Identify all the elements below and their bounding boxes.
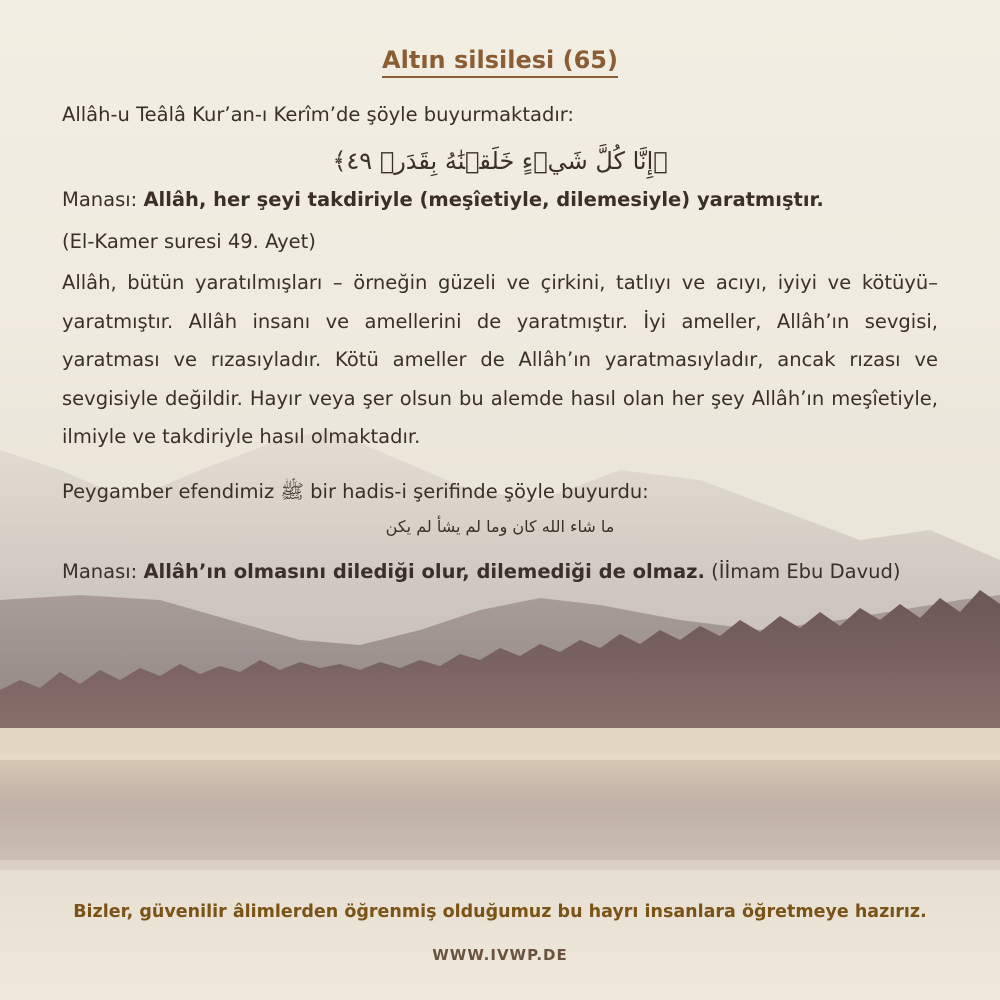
explanation-paragraph: Allâh, bütün yaratılmışları – örneğin güzeli ve çirkini, tatlıyı ve acıyı, iyiyi ve kötüyü– yaratmıştır. Allâh insanı ve amellerini de yaratmıştır. İyi ameller, Allâh’ın sevgisi, yaratması ve rızasıyladır. Kötü ameller de Allâh’ın yaratmasıyladır, ancak rızası ve sevgisiyle değildir. Hayır veya şer olsun bu alemde hasıl olan her şey Allâh’ın meşîetiyle, ilmiyle ve takdiriyle hasıl olmaktadır.: [62, 271, 938, 448]
meaning-label-1: Manası:: [62, 188, 138, 211]
meaning-line-1: [62, 186, 938, 214]
hadith-source: (İİmam Ebu Davud): [711, 560, 901, 583]
hadith-arabic: ما شاء الله كان وما لم يشأ لم يكن: [385, 517, 615, 536]
meaning-text-2: Allâh’ın olmasını dilediği olur, dilemediği de olmaz.: [143, 560, 705, 583]
hadith-intro: Peygamber efendimiz ﷺ bir hadis-i şerifinde şöyle buyurdu:: [62, 480, 649, 503]
meaning-line-2: [62, 558, 938, 586]
meaning-text-1: Allâh, her şeyi takdiriyle (meşîetiyle, dilemesiyle) yaratmıştır.: [143, 188, 824, 211]
page-title: [0, 46, 1000, 74]
website-link[interactable]: WWW.IVWP.DE: [432, 946, 568, 964]
title-text: Altın silsilesi (65): [382, 46, 618, 78]
intro-text: Allâh-u Teâlâ Kur’an-ı Kerîm’de şöyle buyurmaktadır:: [62, 103, 574, 126]
quran-verse-arabic: ﴿إِنَّا كُلَّ شَيۡءٍ خَلَقۡنَٰهُ بِقَدَرٖ ٤٩﴾: [332, 147, 668, 175]
footer-statement: Bizler, güvenilir âlimlerden öğrenmiş olduğumuz bu hayrı insanlara öğretmeye hazırız.: [73, 902, 927, 922]
meaning-label-2: Manası:: [62, 560, 138, 583]
verse-reference: (El-Kamer suresi 49. Ayet): [62, 230, 316, 253]
